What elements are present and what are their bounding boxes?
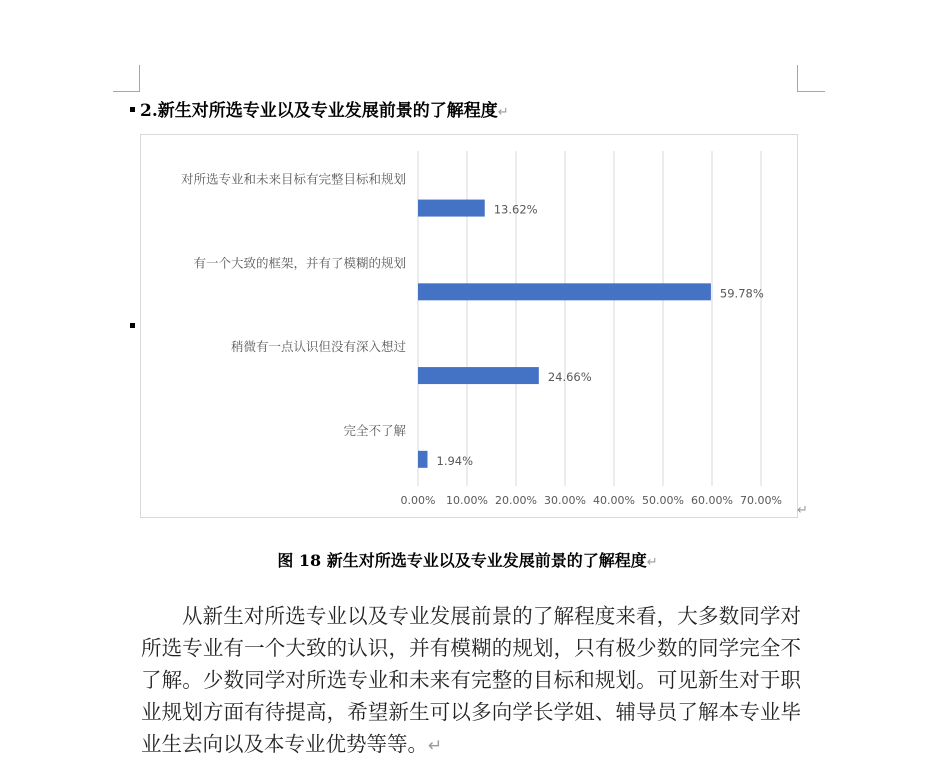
category-label: 稍微有一点认识但没有深入想过: [230, 339, 406, 355]
figure-caption: [0, 548, 935, 576]
section-heading-text: 2.新生对所选专业以及专业发展前景的了解程度: [140, 101, 498, 121]
body-paragraph-text: 从新生对所选专业以及专业发展前景的了解程度来看，大多数同学对所选专业有一个大致的认识，并有模糊的规划，只有极少数的同学完全不了解。少数同学对所选专业和未来有完整的目标和规划。可见新生对于职业规划方面有待提高，希望新生可以多向学长学姐、辅导员了解本专业毕业生去向以及本专业优势等等。: [141, 604, 801, 756]
bar: [418, 451, 428, 468]
x-tick-label: 70.00%: [740, 494, 782, 507]
heading-bullet-icon: [130, 107, 135, 112]
x-tick-label: 30.00%: [544, 494, 586, 507]
bar: [418, 200, 485, 217]
category-label: 完全不了解: [343, 422, 406, 438]
chart-anchor-bullet-icon: [130, 323, 135, 328]
bar: [418, 367, 539, 384]
x-tick-label: 60.00%: [691, 494, 733, 507]
data-label: 24.66%: [547, 370, 592, 385]
x-tick-label: 50.00%: [642, 494, 684, 507]
paragraph-mark-icon: ↵: [428, 736, 443, 756]
bar: [418, 283, 711, 300]
category-label: 有一个大致的框架，并有了模糊的规划: [193, 255, 406, 271]
x-tick-label: 40.00%: [593, 494, 635, 507]
section-heading: [140, 99, 509, 125]
x-tick-label: 20.00%: [495, 494, 537, 507]
body-paragraph: [141, 600, 801, 762]
bar-chart: [140, 134, 798, 518]
x-tick-label: 0.00%: [400, 494, 436, 507]
figure-caption-text: 图 18 新生对所选专业以及专业发展前景的了解程度: [277, 551, 647, 570]
data-label: 59.78%: [719, 286, 764, 301]
paragraph-mark-icon: ↵: [646, 555, 658, 570]
data-label: 1.94%: [436, 453, 474, 468]
data-label: 13.62%: [493, 202, 538, 217]
paragraph-mark-icon: ↵: [797, 503, 808, 518]
x-tick-label: 10.00%: [446, 494, 488, 507]
crop-mark-top-left: [113, 65, 140, 92]
paragraph-mark-icon: ↵: [497, 105, 509, 120]
category-label: 对所选专业和未来目标有完整目标和规划: [180, 171, 406, 187]
crop-mark-top-right: [797, 65, 825, 92]
